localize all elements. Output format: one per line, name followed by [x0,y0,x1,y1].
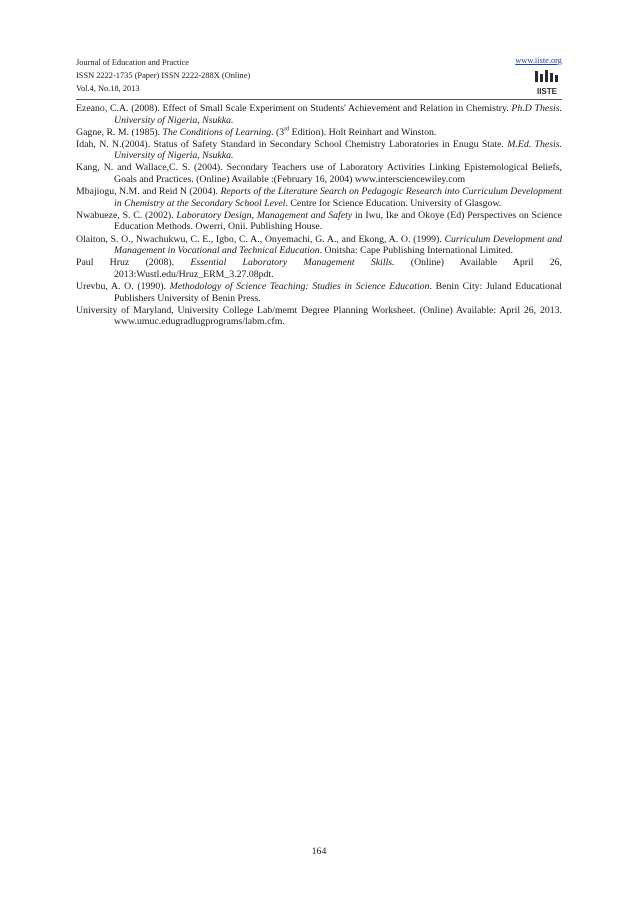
reference-text-end: . Benin City: Juland Educational Publishers University of Benin Press. [114,280,562,304]
reference-title: Curriculum Development and Management in Vocational and Technical Education [114,233,562,257]
reference-text: Kang, N. and Wallace,C. S. (2004). Secondary Teachers use of Laboratory Activities Linking Epistemological Beliefs, Goals and Practices. (Online) Available :(February 16, 2004) www.intersciencewiley.com [76,162,562,186]
reference-text: Ezeano, C.A. (2008). Effect of Small Scale Experiment on Students' Achievement and Relation in Chemistry. [76,103,512,114]
reference-title: Methodology of Science Teaching: Studies in Science Education [169,280,430,292]
reference-title: Ph.D Thesis. University of Nigeria, Nsukka. [114,103,562,126]
header-divider [76,99,562,100]
svg-text:IISTE: IISTE [536,87,558,96]
reference-text: University of Maryland, University College Lab/memt Degree Planning Worksheet. (Online) Available: April 26, 2013. www.umuc.edugradlugprograms/labm.cfm. [76,304,562,328]
reference-entry [76,139,562,162]
reference-text: Paul Hruz (2008). [76,257,191,269]
journal-volume: Vol.4, No.18, 2013 [76,84,140,93]
reference-text-end: (Online) Available April 26, 2013:Wustl.edu/Hruz_ERM_3.27.08pdt. [114,257,562,280]
reference-title: Laboratory Design, Management and Safety [176,209,353,221]
journal-url-link[interactable]: www.iiste.org [515,56,562,65]
reference-entry [76,257,562,280]
reference-text-end: . (3rd Edition). Holt Reinhart and Winston. [271,126,437,138]
reference-entry [76,210,562,233]
journal-header [76,56,562,95]
reference-list [76,103,562,328]
reference-text: Idah, N. N.(2004). Status of Safety Standard in Secondary School Chemistry Laboratories in Enugu State. [76,138,508,150]
reference-text-end: . Centre for Science Education. University of Glasgow. [285,197,502,209]
reference-entry [76,281,562,304]
reference-text: Mbajiogu, N.M. and Reid N (2004). [76,186,221,198]
journal-title: Journal of Education and Practice [76,58,190,67]
reference-entry [76,127,562,139]
reference-title: Essential Laboratory Management Skills. [190,257,395,269]
reference-title: The Conditions of Learning [162,126,272,138]
reference-text-end: . Onitsha: Cape Publishing International Limited. [319,245,514,257]
reference-entry [76,186,562,209]
reference-text: Gagne, R. M. (1985). [76,126,163,138]
reference-text-end: in Iwu, Ike and Okoye (Ed) Perspectives on Science Education Methods. Owerri, Onii. Publishing House. [114,209,562,233]
reference-entry [76,103,562,126]
reference-entry [76,305,562,328]
reference-text: Olaiton, S. O., Nwachukwu, C. E., Igbo, C. A., Onyemachi, G. A., and Ekong, A. O. (1999). [76,233,445,245]
journal-issn: ISSN 2222-1735 (Paper) ISSN 2222-288X (Online) [76,71,251,80]
reference-text: Urevbu, A. O. (1990). [76,280,170,292]
iiste-logo-icon [532,69,562,99]
reference-entry [76,234,562,257]
reference-title: M.Ed. Thesis. University of Nigeria, Nsukka. [114,138,562,162]
reference-title: Reports of the Literature Search on Pedagogic Research into Curriculum Development in Chemistry at the Secondary School Level [114,186,562,209]
reference-entry [76,162,562,185]
page-number: 164 [311,846,327,857]
reference-text: Nwabueze, S. C. (2002). [76,209,177,221]
